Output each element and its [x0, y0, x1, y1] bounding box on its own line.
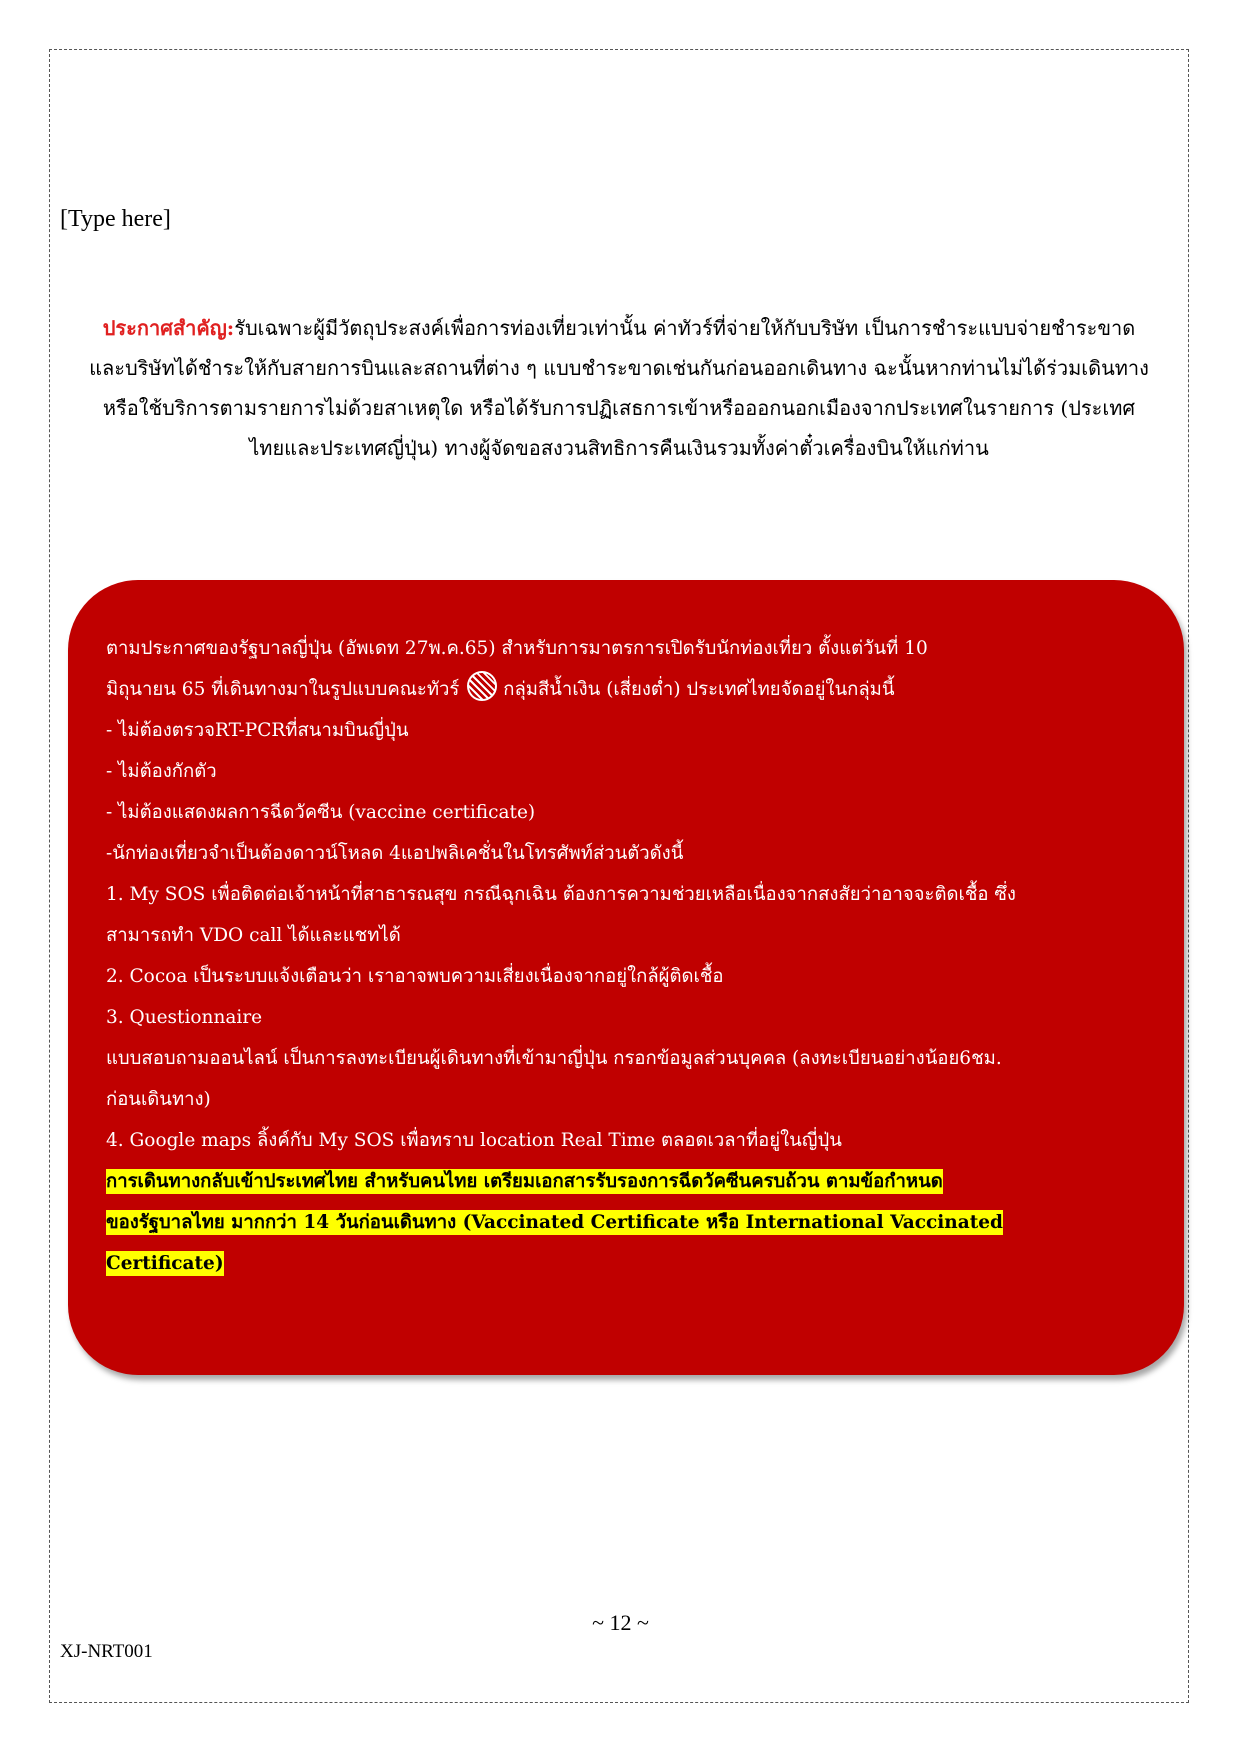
document-code: XJ-NRT001: [60, 1641, 153, 1662]
japan-entry-info-box: [68, 580, 1184, 1375]
box-item: 3. Questionnaire: [106, 1007, 263, 1028]
header-placeholder: [Type here]: [60, 206, 171, 232]
box-item: - ไม่ต้องกักตัว: [106, 761, 217, 782]
box-item: 2. Cocoa เป็นระบบแจ้งเตือนว่า เราอาจพบความเสี่ยงเนื่องจากอยู่ใกล้ผู้ติดเชื้อ: [106, 966, 724, 987]
box-item: 1. My SOS เพื่อติดต่อเจ้าหน้าที่สาธารณสุข กรณีฉุกเฉิน ต้องการความช่วยเหลือเนื่องจากสงสัยว่าอาจจะติดเชื้อ ซึ่ง: [106, 884, 1016, 905]
box-line: มิถุนายน 65 ที่เดินทางมาในรูปแบบคณะทัวร์ กลุ่มสีน้ำเงิน (เสี่ยงต่ำ) ประเทศไทยจัดอยู่ในกลุ่มนี้: [106, 669, 1150, 710]
blue-group-icon: [467, 671, 497, 701]
box-item: -นักท่องเที่ยวจำเป็นต้องดาวน์โหลด 4แอปพลิเคชั่นในโทรศัพท์ส่วนตัวดังนี้: [106, 843, 684, 864]
box-item: สามารถทำ VDO call ได้และแชทได้: [106, 925, 401, 946]
box-item: 4. Google maps ลิ้งค์กับ My SOS เพื่อทราบ location Real Time ตลอดเวลาที่อยู่ในญี่ปุ่น: [106, 1130, 842, 1151]
box-line: ตามประกาศของรัฐบาลญี่ปุ่น (อัพเดท 27พ.ค.65) สำหรับการมาตรการเปิดรับนักท่องเที่ยว ตั้งแต่วันที่ 10: [106, 638, 928, 659]
highlighted-return-notice: [106, 1161, 1150, 1284]
notice-label: ประกาศสำคัญ:: [102, 316, 235, 340]
box-item: - ไม่ต้องแสดงผลการฉีดวัคซีน (vaccine certificate): [106, 802, 536, 823]
notice-line: รับเฉพาะผู้มีวัตถุประสงค์เพื่อการท่องเที่ยวเท่านั้น ค่าทัวร์ที่จ่ายให้กับบริษัท เป็นการชำระแบบจ่ายชำระขาด: [234, 316, 1136, 340]
notice-line: และบริษัทได้ชำระให้กับสายการบินและสถานที่ต่าง ๆ แบบชำระขาดเช่นกันก่อนออกเดินทาง ฉะนั้นหากท่านไม่ได้ร่วมเดินทาง: [89, 356, 1149, 380]
important-notice: [60, 308, 1178, 468]
page-number: ~ 12 ~: [592, 1610, 649, 1635]
highlight-line: ของรัฐบาลไทย มากกว่า 14 วันก่อนเดินทาง (Vaccinated Certificate หรือ International Vaccinated: [106, 1212, 1003, 1233]
box-item: - ไม่ต้องตรวจRT-PCRที่สนามบินญี่ปุ่น: [106, 720, 409, 741]
notice-line: หรือใช้บริการตามรายการไม่ด้วยสาเหตุใด หรือได้รับการปฏิเสธการเข้าหรือออกนอกเมืองจากประเทศในรายการ (ประเทศ: [102, 396, 1136, 420]
box-item: แบบสอบถามออนไลน์ เป็นการลงทะเบียนผู้เดินทางที่เข้ามาญี่ปุ่น กรอกข้อมูลส่วนบุคคล (ลงทะเบียนอย่างน้อย6ชม.: [106, 1048, 1002, 1069]
notice-line: ไทยและประเทศญี่ปุ่น) ทางผู้จัดขอสงวนสิทธิการคืนเงินรวมทั้งค่าตั๋วเครื่องบินให้แก่ท่าน: [249, 436, 989, 460]
highlight-line: Certificate): [106, 1253, 224, 1274]
highlight-line: การเดินทางกลับเข้าประเทศไทย สำหรับคนไทย เตรียมเอกสารรับรองการฉีดวัคซีนครบถ้วน ตามข้อกำหนด: [106, 1171, 943, 1192]
box-item: ก่อนเดินทาง): [106, 1089, 211, 1110]
